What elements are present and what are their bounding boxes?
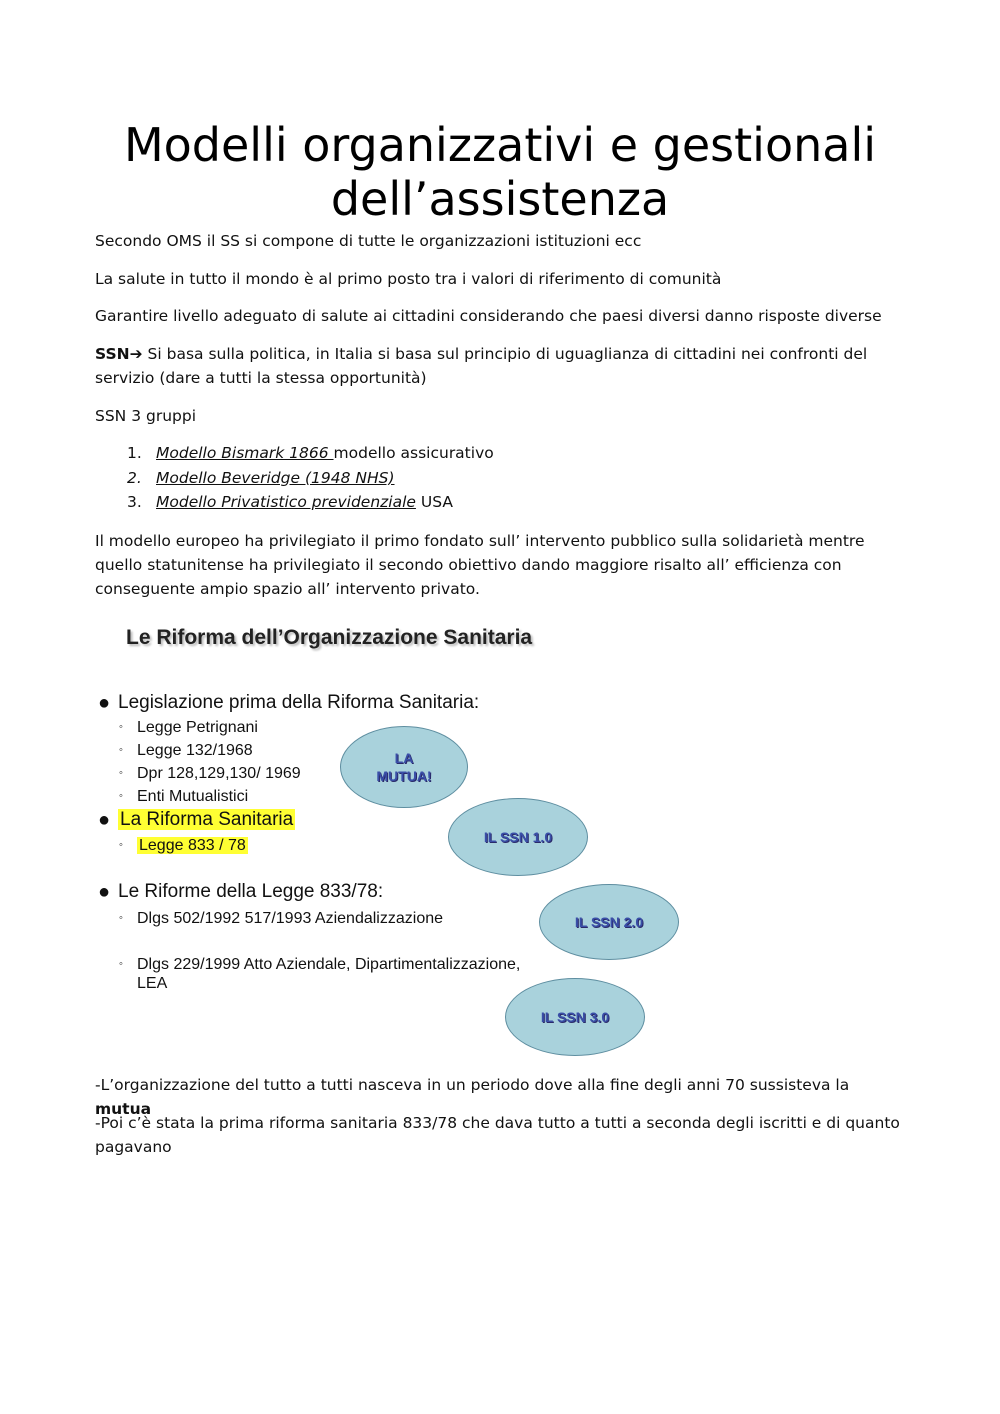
slide-subitem: ◦ Dlgs 502/1992 517/1993 Aziendalizzazione	[119, 910, 444, 927]
ellipse-ssn-2: IL SSN 2.0	[539, 884, 679, 960]
ring-bullet-icon: ◦	[119, 721, 123, 733]
paragraph-modello-europeo: Il modello europeo ha privilegiato il primo fondato sull’ intervento pubblico sulla solidarietà mentre quello statunitense ha privilegiato il secondo obiettivo dando maggiore risalto all’ efficienza con conseguente ampio spazio all’ intervento privato.	[95, 532, 865, 598]
slide-subitem: ◦ Legge Petrignani	[119, 719, 258, 736]
slide-bullet-riforma: ● La Riforma Sanitaria	[98, 809, 294, 831]
ssn-label: SSN	[95, 345, 130, 363]
slide-bullet-legislazione: ● Legislazione prima della Riforma Sanitaria:	[98, 692, 480, 714]
list-number: 1.	[127, 444, 142, 462]
model-name: Modello Bismark 1866	[156, 444, 334, 462]
paragraph-oms: Secondo OMS il SS si compone di tutte le organizzazioni istituzioni ecc	[95, 232, 642, 250]
list-number: 3.	[127, 493, 142, 511]
slide-subitem: ◦ Enti Mutualistici	[119, 788, 249, 805]
slide-subitem: ◦ Dlgs 229/1999 Atto Aziendale, Dipartimentalizzazione, LEA	[119, 956, 521, 992]
ring-bullet-icon: ◦	[119, 744, 123, 756]
ellipse-ssn-1: IL SSN 1.0	[448, 798, 588, 876]
arrow-icon: ➔	[129, 345, 143, 363]
page-title	[95, 118, 905, 226]
paragraph-riforma-833: -Poi c’è stata la prima riforma sanitaria 833/78 che dava tutto a tutti a seconda degli iscritti e di quanto pagavano	[95, 1114, 900, 1156]
slide-subitem: ◦ Legge 132/1968	[119, 742, 253, 759]
list-number: 2.	[127, 468, 142, 487]
list-item	[95, 466, 905, 491]
ring-bullet-icon: ◦	[119, 767, 123, 779]
model-name: Modello Beveridge (1948 NHS)	[156, 468, 395, 487]
slide-subitem: ◦ Dpr 128,129,130/ 1969	[119, 765, 301, 782]
slide-image	[90, 618, 690, 1058]
model-desc: modello assicurativo	[333, 444, 494, 462]
ring-bullet-icon: ◦	[119, 912, 123, 924]
bullet-icon: ●	[98, 809, 111, 831]
bullet-icon: ●	[98, 881, 111, 903]
ellipse-la-mutua: LA MUTUA!	[340, 726, 468, 808]
model-name: Modello Privatistico previdenziale	[156, 493, 416, 511]
slide-subitem: ◦ Legge 833 / 78	[119, 837, 246, 854]
mutua-bold: mutua	[95, 1100, 152, 1118]
ring-bullet-icon: ◦	[119, 839, 123, 851]
models-list	[95, 441, 905, 515]
bullet-icon: ●	[98, 692, 111, 714]
paragraph-ssn	[95, 342, 905, 390]
paragraph-ssn-gruppi: SSN 3 gruppi	[95, 407, 197, 425]
paragraph-mutua: -L’organizzazione del tutto a tutti nasceva in un periodo dove alla fine degli anni 70 sussisteva la mutua	[95, 1076, 850, 1118]
list-item	[95, 490, 905, 515]
title-line-1: Modelli organizzativi e gestionali	[123, 118, 877, 172]
paragraph-garantire: Garantire livello adeguato di salute ai cittadini considerando che paesi diversi danno risposte diverse	[95, 307, 882, 325]
title-line-2: dell’assistenza	[330, 172, 670, 226]
list-item	[95, 441, 905, 466]
ring-bullet-icon: ◦	[119, 958, 123, 970]
ellipse-ssn-3: IL SSN 3.0	[505, 978, 645, 1056]
slide-bullet-riforme-legge: ● Le Riforme della Legge 833/78:	[98, 881, 384, 903]
slide-title: Le Riforma dell’Organizzazione Sanitaria	[126, 626, 533, 649]
paragraph-salute: La salute in tutto il mondo è al primo posto tra i valori di riferimento di comunità	[95, 270, 722, 288]
model-desc: USA	[415, 493, 453, 511]
ssn-text: Si basa sulla politica, in Italia si basa sul principio di uguaglianza di cittadini nei confronti del servizio (dare a tutti la stessa opportunità)	[95, 345, 868, 387]
ring-bullet-icon: ◦	[119, 790, 123, 802]
